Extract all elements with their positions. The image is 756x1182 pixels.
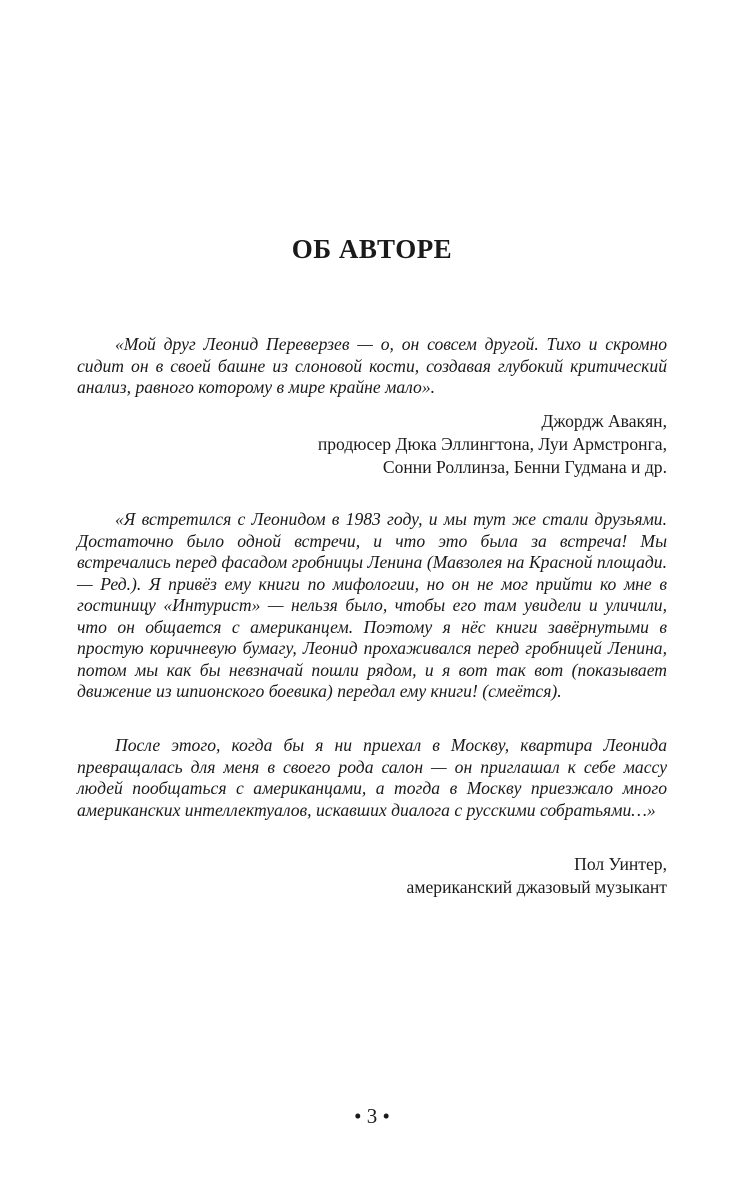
page-number: • 3 • (354, 1104, 390, 1128)
quote-avakian: «Мой друг Леонид Переверзев — о, он совсем другой. Тихо и скромно сидит он в своей башне из слоновой кости, создавая глубокий критический анализ, равного которому в мире крайне мало». (77, 334, 667, 397)
attribution-line: продюсер Дюка Эллингтона, Луи Армстронга, (317, 434, 667, 454)
page-title: ОБ АВТОРЕ (291, 234, 453, 264)
attribution-avakian (77, 410, 667, 479)
quote-winter-paragraph-2: После этого, когда бы я ни приехал в Москву, квартира Леонида превращалась для меня в своего рода салон — он приглашал к себе массу людей пообщаться с американцами, а тогда в Москву приезжало много американских интеллектуалов, искавших диалога с русскими собратьями…» (77, 735, 667, 820)
attribution-line: Джордж Авакян, (541, 411, 667, 431)
attribution-line: Пол Уинтер, (574, 854, 667, 874)
attribution-line: американский джазовый музыкант (406, 877, 667, 897)
quote-winter-paragraph-1: «Я встретился с Леонидом в 1983 году, и мы тут же стали друзьями. Достаточно было одной встречи, и что это была за встреча! Мы встречались перед фасадом гробницы Ленина (Мавзолея на Красной площади. — Ред.). Я привёз ему книги по мифологии, но он не мог прийти ко мне в гостиницу «Интурист» — нельзя было, чтобы его там увидели и уличили, что он общается с американцем. Поэтому я нёс книги завёрнутыми в простую коричневую бумагу, Леонид прохаживался перед гробницей Ленина, потом мы как бы невзначай пошли рядом, и я вот так вот (показывает движение из шпионского боевика) передал ему книги! (смеётся). (77, 509, 667, 701)
attribution-winter (77, 853, 667, 899)
attribution-line: Сонни Роллинза, Бенни Гудмана и др. (382, 457, 667, 477)
